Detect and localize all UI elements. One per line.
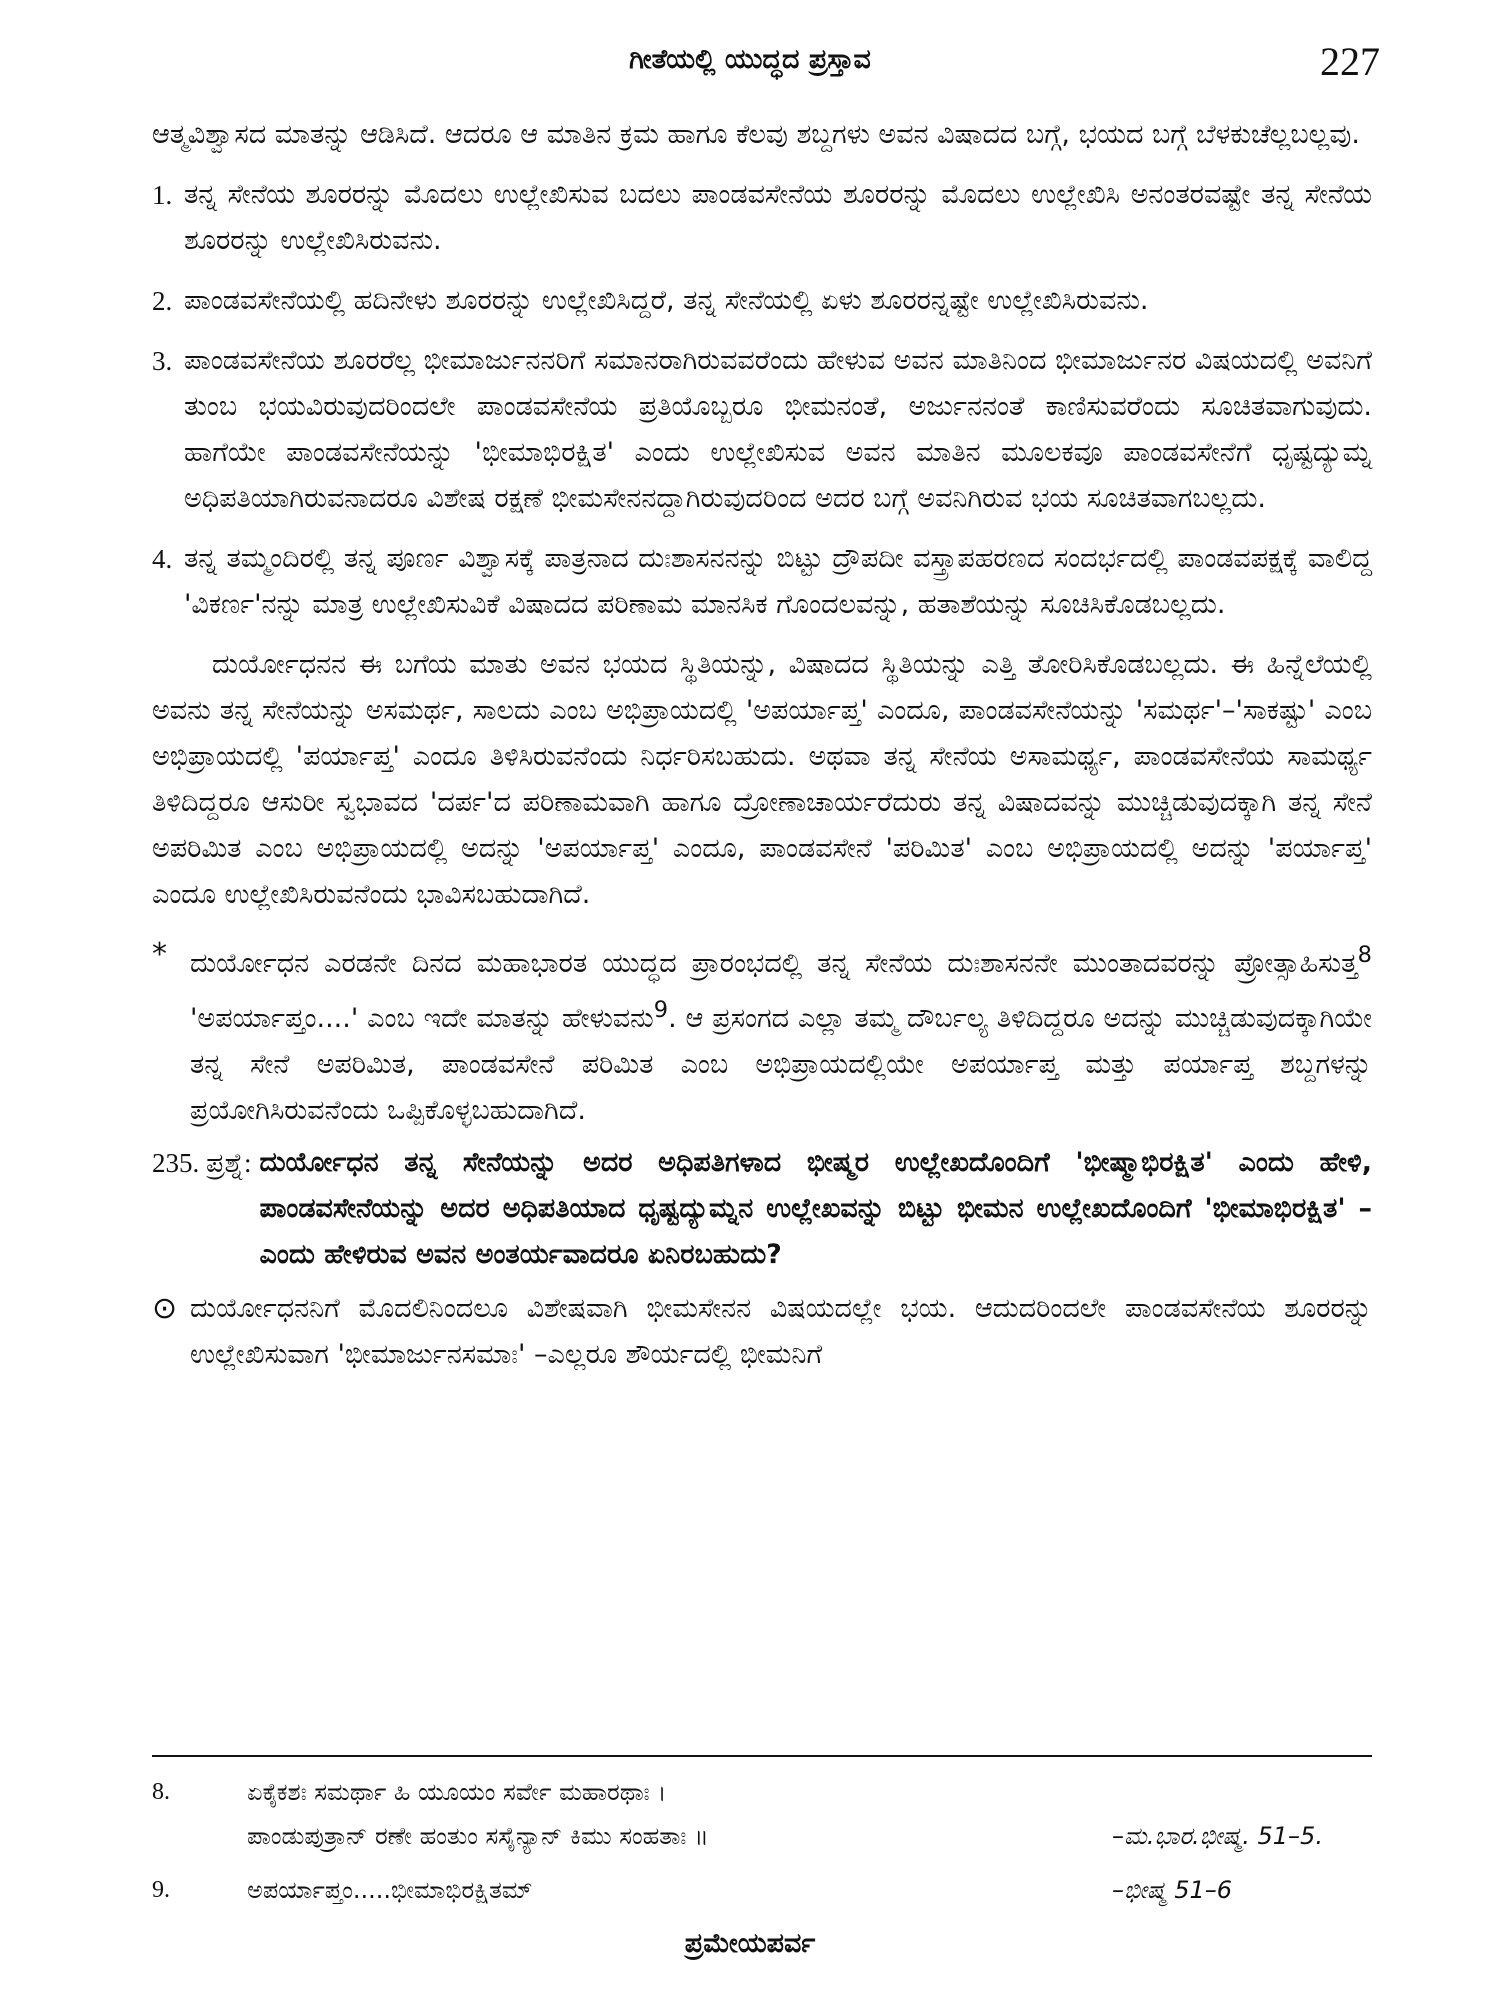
footnote-number: 8. [152, 1779, 170, 1805]
section-footer: ಪ್ರಮೇಯಪರ್ವ [684, 1928, 816, 1959]
body-text [152, 112, 1372, 1378]
asterisk-mark: * [152, 937, 167, 972]
footnote-ref-8[interactable]: 8 [1357, 942, 1372, 968]
list-item-number: 1. [152, 180, 173, 210]
list-item-number: 2. [152, 286, 173, 316]
main-paragraph: ದುರ್ಯೋಧನನ ಈ ಬಗೆಯ ಮಾತು ಅವನ ಭಯದ ಸ್ಥಿತಿಯನ್ನು, ವಿಷಾದದ ಸ್ಥಿತಿಯನ್ನು ಎತ್ತಿ ತೋರಿಸಿಕೊಡಬಲ್ಲದು. ಈ ಹಿನ್ನೆಲೆಯಲ್ಲಿ ಅವನು ತನ್ನ ಸೇನೆಯನ್ನು ಅಸಮರ್ಥ, ಸಾಲದು ಎಂಬ ಅಭಿಪ್ರಾಯದಲ್ಲಿ 'ಅಪರ್ಯಾಪ್ತ' ಎಂದೂ, ಪಾಂಡವಸೇನೆಯನ್ನು 'ಸಮರ್ಥ'–'ಸಾಕಷ್ಟು' ಎಂಬ ಅಭಿಪ್ರಾಯದಲ್ಲಿ 'ಪರ್ಯಾಪ್ತ' ಎಂದೂ ತಿಳಿಸಿರುವನೆಂದು ನಿರ್ಧರಿಸಬಹುದು. ಅಥವಾ ತನ್ನ ಸೇನೆಯ ಅಸಾಮರ್ಥ್ಯ, ಪಾಂಡವಸೇನೆಯ ಸಾಮರ್ಥ್ಯ ತಿಳಿದಿದ್ದರೂ ಆಸುರೀ ಸ್ವಭಾವದ 'ದರ್ಪ'ದ ಪರಿಣಾಮವಾಗಿ ಹಾಗೂ ದ್ರೋಣಾಚಾರ್ಯರೆದುರು ತನ್ನ ವಿಷಾದವನ್ನು ಮುಚ್ಚಿಡುವುದಕ್ಕಾಗಿ ತನ್ನ ಸೇನೆ ಅಪರಿಮಿತ ಎಂಬ ಅಭಿಪ್ರಾಯದಲ್ಲಿ ಅದನ್ನು 'ಅಪರ್ಯಾಪ್ತ' ಎಂದೂ, ಪಾಂಡವಸೇನೆ 'ಪರಿಮಿತ' ಎಂಬ ಅಭಿಪ್ರಾಯದಲ್ಲಿ ಅದನ್ನು 'ಪರ್ಯಾಪ್ತ' ಎಂದೂ ಉಲ್ಲೇಖಿಸಿರುವನೆಂದು ಭಾವಿಸಬಹುದಾಗಿದೆ. [152, 649, 1372, 910]
footnote-verse-line: ಅಪರ್ಯಾಪ್ತಂ.....ಭೀಮಾಭಿರಕ್ಷಿತಮ್ [247, 1876, 533, 1904]
list-item [152, 536, 1372, 628]
list-item-number: 4. [152, 544, 173, 574]
question-text-bold: ದುರ್ಯೋಧನ ತನ್ನ ಸೇನೆಯನ್ನು ಅದರ ಅಧಿಪತಿಗಳಾದ ಭೀಷ್ಮರ ಉಲ್ಲೇಖದೊಂದಿಗೆ 'ಭೀಷ್ಮಾಭಿರಕ್ಷಿತ' ಎಂದು ಹೇಳಿ, ಪಾಂಡವಸೇನೆಯನ್ನು ಅದರ ಅಧಿಪತಿಯಾದ ಧೃಷ್ಟದ್ಯುಮ್ನನ ಉಲ್ಲೇಖವನ್ನು ಬಿಟ್ಟು ಭೀಮನ ಉಲ್ಲೇಖದೊಂದಿಗೆ 'ಭೀಮಾಭಿರಕ್ಷಿತ' –ಎಂದು ಹೇಳಿರುವ ಅವನ ಅಂತರ್ಯವಾದರೂ ಏನಿರಬಹುದು? [259, 1147, 1372, 1270]
footnote-verse-line: ಪಾಂಡುಪುತ್ರಾನ್ ರಣೇ ಹಂತುಂ ಸಸೈನ್ಯಾನ್ ಕಿಮು ಸಂಹತಾಃ ॥ [247, 1822, 709, 1850]
list-item-text: ತನ್ನ ಸೇನೆಯ ಶೂರರನ್ನು ಮೊದಲು ಉಲ್ಲೇಖಿಸುವ ಬದಲು ಪಾಂಡವಸೇನೆಯ ಶೂರರನ್ನು ಮೊದಲು ಉಲ್ಲೇಖಿಸಿ ಅನಂತರವಷ್ಟೇ ತನ್ನ ಸೇನೆಯ ಶೂರರನ್ನು ಉಲ್ಲೇಖಿಸಿರುವನು. [184, 179, 1372, 256]
footnotes [152, 1770, 1372, 1912]
answer-text: ದುರ್ಯೋಧನನಿಗೆ ಮೊದಲಿನಿಂದಲೂ ವಿಶೇಷವಾಗಿ ಭೀಮಸೇನನ ವಿಷಯದಲ್ಲೇ ಭಯ. ಆದುದರಿಂದಲೇ ಪಾಂಡವಸೇನೆಯ ಶೂರರನ್ನು ಉಲ್ಲೇಖಿಸುವಾಗ 'ಭೀಮಾರ್ಜುನಸಮಾಃ' –ಎಲ್ಲರೂ ಶೌರ್ಯದಲ್ಲಿ ಭೀಮನಿಗೆ [190, 1293, 1372, 1370]
asterisk-note [152, 932, 1372, 1134]
page-number: 227 [1320, 39, 1380, 84]
list-item-text: ಪಾಂಡವಸೇನೆಯ ಶೂರರೆಲ್ಲ ಭೀಮಾರ್ಜುನನರಿಗೆ ಸಮಾನರಾಗಿರುವವರೆಂದು ಹೇಳುವ ಅವನ ಮಾತಿನಿಂದ ಭೀಮಾರ್ಜುನರ ವಿಷಯದಲ್ಲಿ ಅವನಿಗೆ ತುಂಬ ಭಯವಿರುವುದರಿಂದಲೇ ಪಾಂಡವಸೇನೆಯ ಪ್ರತಿಯೊಬ್ಬರೂ ಭೀಮನಂತೆ, ಅರ್ಜುನನಂತೆ ಕಾಣಿಸುವರೆಂದು ಸೂಚಿತವಾಗುವುದು. ಹಾಗೆಯೇ ಪಾಂಡವಸೇನೆಯನ್ನು 'ಭೀಮಾಭಿರಕ್ಷಿತ' ಎಂದು ಉಲ್ಲೇಖಿಸುವ ಅವನ ಮಾತಿನ ಮೂಲಕವೂ ಪಾಂಡವಸೇನೆಗೆ ಧೃಷ್ಟದ್ಯುಮ್ನ ಅಧಿಪತಿಯಾಗಿರುವನಾದರೂ ವಿಶೇಷ ರಕ್ಷಣೆ ಭೀಮಸೇನನದ್ದಾಗಿರುವುದರಿಂದ ಅದರ ಬಗ್ಗೆ ಅವನಿಗಿರುವ ಭಯ ಸೂಚಿತವಾಗಬಲ್ಲದು. [184, 345, 1372, 514]
footnote-number: 9. [152, 1877, 170, 1903]
footnote-9 [152, 1868, 1372, 1912]
footnote-divider [152, 1755, 1372, 1757]
note-text [190, 932, 1372, 1134]
footnote-verse-line: ಏಕೈಕಶಃ ಸಮರ್ಥಾ ಹಿ ಯೂಯಂ ಸರ್ವೇ ಮಹಾರಥಾಃ । [247, 1778, 667, 1806]
running-title: ಗೀತೆಯಲ್ಲಿ ಯುದ್ಧದ ಪ್ರಸ್ತಾವ [629, 44, 871, 75]
question-number: 235. ಪ್ರಶ್ನೆ: [152, 1148, 252, 1178]
note-text-part: ದುರ್ಯೋಧನ ಎರಡನೇ ದಿನದ ಮಹಾಭಾರತ ಯುದ್ಧದ ಪ್ರಾರಂಭದಲ್ಲಿ ತನ್ನ ಸೇನೆಯ ದುಃಶಾಸನನೇ ಮುಂತಾದವರನ್ನು ಪ್ರೋತ್ಸಾಹಿಸುತ್ತ [190, 948, 1358, 979]
list-item-text: ಪಾಂಡವಸೇನೆಯಲ್ಲಿ ಹದಿನೇಳು ಶೂರರನ್ನು ಉಲ್ಲೇಖಿಸಿದ್ದರೆ, ತನ್ನ ಸೇನೆಯಲ್ಲಿ ಏಳು ಶೂರರನ್ನಷ್ಟೇ ಉಲ್ಲೇಖಿಸಿರುವನು. [184, 285, 1149, 316]
list-item-number: 3. [152, 346, 173, 376]
list-item-text: ತನ್ನ ತಮ್ಮಂದಿರಲ್ಲಿ ತನ್ನ ಪೂರ್ಣ ವಿಶ್ವಾಸಕ್ಕೆ ಪಾತ್ರನಾದ ದುಃಶಾಸನನನ್ನು ಬಿಟ್ಟು ದ್ರೌಪದೀ ವಸ್ತ್ರಾಪಹರಣದ ಸಂದರ್ಭದಲ್ಲಿ ಪಾಂಡವಪಕ್ಷಕ್ಕೆ ವಾಲಿದ್ದ 'ವಿಕರ್ಣ'ನನ್ನು ಮಾತ್ರ ಉಲ್ಲೇಖಿಸುವಿಕೆ ವಿಷಾದದ ಪರಿಣಾಮ ಮಾನಸಿಕ ಗೊಂದಲವನ್ನು, ಹತಾಶೆಯನ್ನು ಸೂಚಿಸಿಕೊಡಬಲ್ಲದು. [184, 543, 1372, 620]
note-text-part: . ಆ ಪ್ರಸಂಗದ ಎಲ್ಲಾ ತಮ್ಮ ದೌರ್ಬಲ್ಯ ತಿಳಿದಿದ್ದರೂ ಅದನ್ನು ಮುಚ್ಚಿಡುವುದಕ್ಕಾಗಿಯೇ ತನ್ನ ಸೇನೆ ಅಪರಿಮಿತ, ಪಾಂಡವಸೇನೆ ಪರಿಮಿತ ಎಂಬ ಅಭಿಪ್ರಾಯದಲ್ಲಿಯೇ ಅಪರ್ಯಾಪ್ತ ಮತ್ತು ಪರ್ಯಾಪ್ತ ಶಬ್ದಗಳನ್ನು ಪ್ರಯೋಗಿಸಿರುವನೆಂದು ಒಪ್ಪಿಕೊಳ್ಳಬಹುದಾಗಿದೆ. [190, 1003, 1373, 1126]
footnote-source: –ಭೀಷ್ಮ 51–6 [1112, 1876, 1233, 1904]
question-text [260, 1140, 1372, 1278]
list-item [152, 338, 1372, 522]
list-item [152, 278, 1372, 324]
note-text-part: 'ಅಪರ್ಯಾಪ್ತಂ....' ಎಂಬ ಇದೇ ಮಾತನ್ನು ಹೇಳುವನು [190, 1003, 654, 1034]
footnote-ref-9[interactable]: 9 [653, 997, 669, 1023]
intro-paragraph: ಆತ್ಮವಿಶ್ವಾಸದ ಮಾತನ್ನು ಆಡಿಸಿದೆ. ಆದರೂ ಆ ಮಾತಿನ ಕ್ರಮ ಹಾಗೂ ಕೆಲವು ಶಬ್ದಗಳು ಅವನ ವಿಷಾದದ ಬಗ್ಗೆ, ಭಯದ ಬಗ್ಗೆ ಬೆಳಕುಚೆಲ್ಲಬಲ್ಲವು. [152, 119, 1360, 150]
footnote-source: –ಮ.ಭಾರ.ಭೀಷ್ಮ. 51–5. [1112, 1822, 1323, 1850]
question-block [152, 1140, 1372, 1278]
footnote-8-line2 [152, 1814, 1372, 1858]
answer-circle-icon: ⊙ [152, 1291, 178, 1326]
answer-block [152, 1286, 1372, 1378]
footnote-8 [152, 1770, 1372, 1814]
list-item [152, 172, 1372, 264]
